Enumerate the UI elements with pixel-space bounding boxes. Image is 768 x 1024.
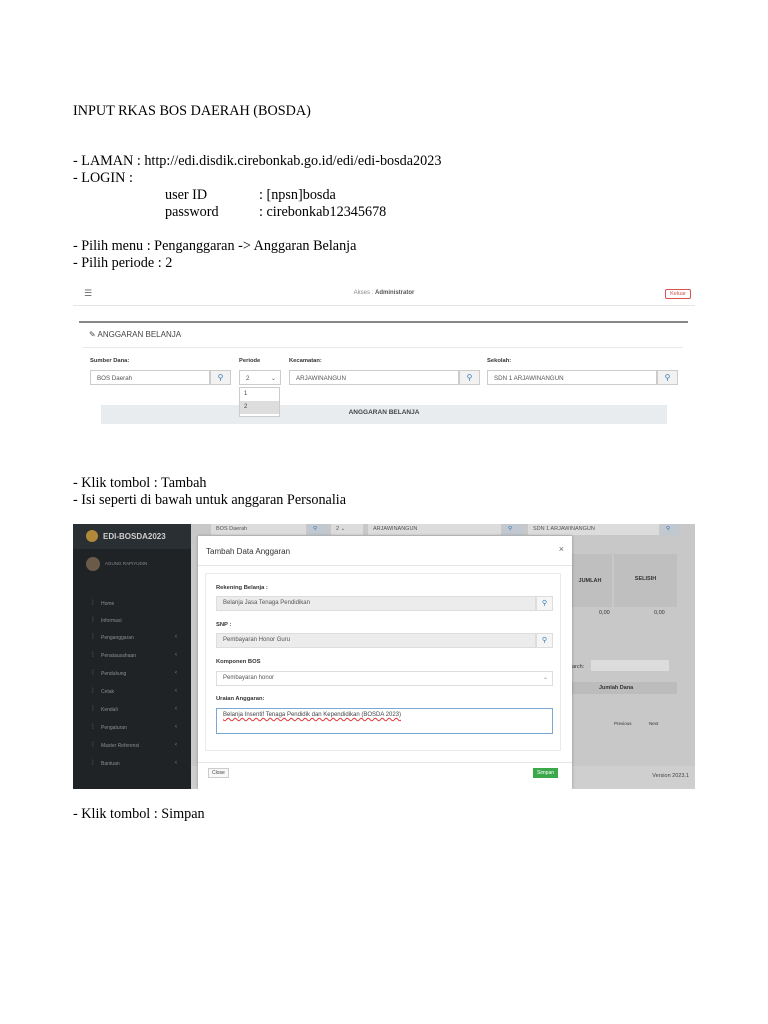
password-value: : cirebonkab12345678 [259, 204, 387, 220]
nav-label: Penatausahaan [101, 653, 137, 659]
search-icon: ⚲ [664, 373, 671, 382]
chevron-left-icon: ‹ [175, 742, 177, 748]
hamburger-icon[interactable]: ☰ [84, 288, 93, 298]
logo-icon [86, 530, 98, 542]
user-name: AGUNG RAPIYUDIN [105, 561, 148, 566]
sumber-search-button[interactable] [210, 370, 231, 385]
search-icon: ⚲ [217, 373, 224, 382]
panel-title [89, 330, 181, 339]
sidebar-item-penatausahaan[interactable] [73, 648, 191, 664]
step-simpan: - Klik tombol : Simpan [73, 806, 205, 822]
login-line: - LOGIN : [73, 170, 133, 186]
bg-jumlah-label: JUMLAH [578, 578, 602, 584]
close-icon[interactable]: × [558, 544, 564, 554]
search-icon: ⚲ [308, 524, 328, 535]
snp-input[interactable]: Pembayaran Honor Guru [216, 633, 536, 648]
nav-icon: ⋮ [90, 706, 96, 712]
userid-value: : [npsn]bosda [259, 187, 336, 203]
uraian-value: Belanja Insentif Tenaga Pendidik dan Kependidikan (BOSDA 2023) [223, 712, 402, 718]
periode-dropdown [239, 387, 280, 417]
nav-label: Pendukung [101, 671, 127, 677]
search-icon: ⚲ [541, 600, 548, 607]
akses-prefix: Akses : [353, 290, 375, 296]
komponen-select[interactable] [216, 671, 553, 686]
akses-role: Administrator [375, 290, 415, 296]
nav-label: Bantuan [101, 761, 120, 767]
sumber-input[interactable]: BOS Daerah [90, 370, 210, 385]
komponen-label: Komponen BOS [216, 659, 261, 665]
step-menu: - Pilih menu : Penganggaran -> Anggaran Belanja [73, 238, 357, 254]
step-isi: - Isi seperti di bawah untuk anggaran Personalia [73, 492, 347, 508]
periode-option-2[interactable]: 2 [240, 401, 279, 414]
chevron-left-icon: ‹ [175, 760, 177, 766]
bg-previous: Previous [614, 721, 632, 726]
sidebar-item-pendukung[interactable] [73, 666, 191, 682]
periode-select[interactable] [239, 370, 281, 385]
periode-value: 2 [246, 375, 250, 382]
search-icon: ⚲ [661, 524, 681, 535]
nav-label: Pengaturan [101, 725, 127, 731]
nav-icon: ⋮ [90, 742, 96, 748]
tambah-data-modal [198, 536, 572, 789]
nav-icon: ⋮ [90, 724, 96, 730]
kecamatan-search-button[interactable] [459, 370, 480, 385]
brand-bar [73, 524, 191, 549]
nav-icon: ⋮ [90, 670, 96, 676]
nav-label: Master Referensi [101, 743, 140, 749]
bg-th-jumlah [568, 554, 612, 607]
chevron-left-icon: ‹ [175, 688, 177, 694]
bg-next: Next [649, 721, 659, 726]
modal-title: Tambah Data Anggaran [206, 547, 291, 556]
bg-selisih-label: SELISIH [634, 576, 657, 582]
sekolah-search-button[interactable] [657, 370, 678, 385]
nav-label: Home [101, 601, 115, 607]
bg-sumber-input: BOS Daerah [211, 524, 306, 535]
simpan-button[interactable]: Simpan [533, 768, 558, 778]
nav-label: Kendali [101, 707, 118, 713]
logout-button[interactable]: Keluar [665, 289, 691, 299]
nav-icon: ⋮ [90, 652, 96, 658]
sumber-label: Sumber Dana: [90, 358, 130, 364]
doc-title: INPUT RKAS BOS DAERAH (BOSDA) [73, 103, 311, 119]
modal-form [205, 573, 561, 751]
bg-th-selisih [614, 554, 677, 607]
sidebar-item-kendali[interactable] [73, 702, 191, 718]
bg-periode-value: 2 [336, 526, 340, 532]
nav-label: Informasi [101, 618, 122, 624]
periode-label: Periode [239, 358, 261, 364]
search-icon: ⚲ [503, 524, 523, 535]
divider [198, 565, 572, 566]
rekening-label: Rekening Belanja : [216, 585, 268, 591]
top-navbar [73, 283, 695, 306]
bg-search-label: arch: [572, 664, 585, 670]
chevron-left-icon: ‹ [175, 634, 177, 640]
step-periode: - Pilih periode : 2 [73, 255, 173, 271]
bg-periode-select: 2 ⌄ [331, 524, 363, 535]
rekening-input[interactable]: Belanja Jasa Tenaga Pendidikan [216, 596, 536, 611]
sidebar-item-informasi[interactable] [73, 613, 191, 629]
sekolah-label: Sekolah: [487, 358, 512, 364]
brand-name: EDI-BOSDA2023 [103, 532, 166, 541]
chevron-down-icon: ⌄ [542, 675, 548, 681]
close-button[interactable]: Close [208, 768, 229, 778]
step-tambah: - Klik tombol : Tambah [73, 475, 207, 491]
bg-sekolah-input: SDN 1 ARJAWINANGUN [528, 524, 659, 535]
chevron-left-icon: ‹ [175, 652, 177, 658]
rekening-search-button[interactable] [536, 596, 553, 611]
chevron-left-icon: ‹ [175, 724, 177, 730]
search-icon: ⚲ [541, 637, 548, 644]
uraian-label: Uraian Anggaran: [216, 696, 265, 702]
sidebar-item-pengaturan[interactable] [73, 720, 191, 736]
edit-icon: ✎ [89, 330, 96, 339]
nav-icon: ⋮ [90, 617, 96, 623]
laman-line: - LAMAN : http://edi.disdik.cirebonkab.go.id/edi/edi-bosda2023 [73, 153, 442, 169]
screenshot-anggaran-belanja [73, 283, 695, 424]
chevron-left-icon: ‹ [175, 706, 177, 712]
snp-search-button[interactable] [536, 633, 553, 648]
snp-label: SNP : [216, 622, 232, 628]
sekolah-input[interactable]: SDN 1 ARJAWINANGUN [487, 370, 657, 385]
bg-kecamatan-input: ARJAWINANGUN [368, 524, 501, 535]
sidebar-item-home[interactable] [73, 596, 191, 612]
uraian-textarea[interactable] [216, 708, 553, 734]
sidebar-item-penganggaran[interactable] [73, 630, 191, 646]
table-header [101, 405, 667, 424]
kecamatan-input[interactable]: ARJAWINANGUN [289, 370, 459, 385]
divider [83, 347, 683, 348]
panel-title-text: ANGGARAN BELANJA [97, 330, 182, 339]
nav-icon: ⋮ [90, 688, 96, 694]
periode-option-1[interactable]: 1 [244, 391, 248, 397]
password-label: password [165, 204, 219, 220]
sidebar-item-bantuan[interactable] [73, 756, 191, 772]
sidebar-item-cetak[interactable] [73, 684, 191, 700]
akses-text [73, 290, 695, 296]
kecamatan-label: Kecamatan: [289, 358, 322, 364]
sidebar-item-master-referensi[interactable] [73, 738, 191, 754]
bg-search-input [591, 660, 669, 671]
avatar [86, 557, 100, 571]
chevron-down-icon: ⌄ [270, 375, 276, 382]
komponen-value: Pembayaran honor [223, 675, 275, 681]
nav-label: Penganggaran [101, 635, 134, 641]
bg-value-selisih: 0,00 [654, 610, 665, 616]
divider [198, 762, 572, 763]
version-text: Version 2023.1 [652, 773, 689, 779]
nav-icon: ⋮ [90, 600, 96, 606]
bg-jumlah-dana: Jumlah Dana [599, 685, 634, 691]
nav-label: Cetak [101, 689, 115, 695]
table-header-label: ANGGARAN BELANJA [348, 409, 420, 416]
userid-label: user ID [165, 187, 208, 203]
bg-value-jumlah: 0,00 [599, 610, 610, 616]
nav-icon: ⋮ [90, 634, 96, 640]
chevron-left-icon: ‹ [175, 670, 177, 676]
search-icon: ⚲ [466, 373, 473, 382]
screenshot-tambah-data [73, 524, 695, 789]
sidebar [73, 524, 191, 789]
nav-icon: ⋮ [90, 760, 96, 766]
